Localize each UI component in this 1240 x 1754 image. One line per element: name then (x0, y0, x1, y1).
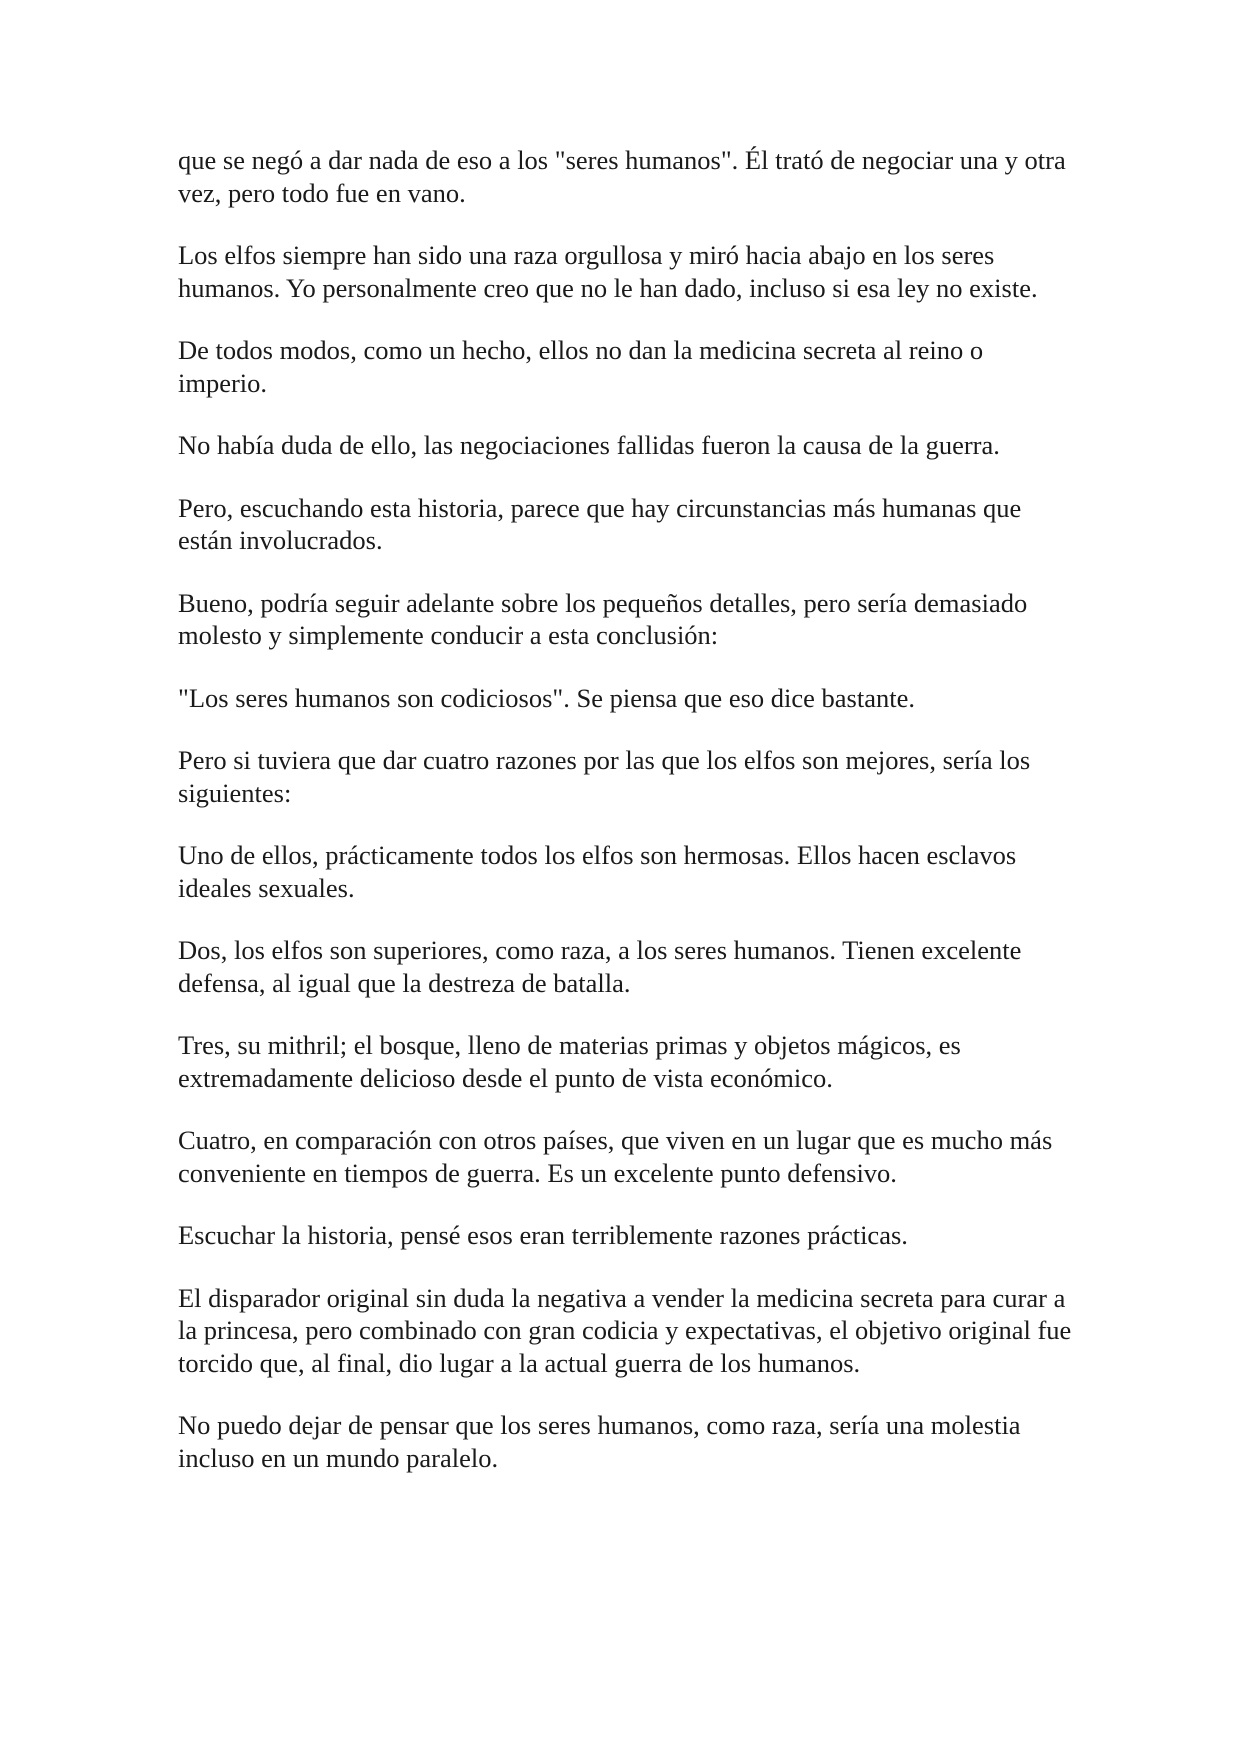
paragraph: El disparador original sin duda la negativa a vender la medicina secreta para curar a la princesa, pero combinado con gran codicia y expectativas, el objetivo original fue torcido que, al final, dio lugar a la actual guerra de los humanos. (178, 1282, 1072, 1378)
paragraph: Los elfos siempre han sido una raza orgullosa y miró hacia abajo en los seres humanos. Yo personalmente creo que no le han dado, incluso si esa ley no existe. (178, 240, 1038, 303)
document-page (178, 144, 1078, 1504)
paragraph: Uno de ellos, prácticamente todos los elfos son hermosas. Ellos hacen esclavos ideales sexuales. (178, 840, 1017, 903)
paragraph: "Los seres humanos son codiciosos". Se piensa que eso dice bastante. (178, 682, 915, 713)
paragraph: No había duda de ello, las negociaciones fallidas fueron la causa de la guerra. (178, 430, 1000, 460)
paragraph: Bueno, podría seguir adelante sobre los pequeños detalles, pero sería demasiado molesto y simplemente conducir a esta conclusión: (178, 587, 1028, 650)
paragraph: Pero, escuchando esta historia, parece que hay circunstancias más humanas que están involucrados. (178, 492, 1022, 555)
paragraph: Tres, su mithril; el bosque, lleno de materias primas y objetos mágicos, es extremadamente delicioso desde el punto de vista económico. (178, 1030, 961, 1093)
paragraph: Cuatro, en comparación con otros países, que viven en un lugar que es mucho más conveniente en tiempos de guerra. Es un excelente punto defensivo. (178, 1125, 1053, 1188)
paragraph: Pero si tuviera que dar cuatro razones por las que los elfos son mejores, sería los siguientes: (178, 745, 1031, 808)
paragraph: que se negó a dar nada de eso a los "seres humanos". Él trató de negociar una y otra vez, pero todo fue en vano. (178, 145, 1066, 208)
paragraph: Dos, los elfos son superiores, como raza, a los seres humanos. Tienen excelente defensa, al igual que la destreza de batalla. (178, 935, 1022, 998)
paragraph: Escuchar la historia, pensé esos eran terriblemente razones prácticas. (178, 1220, 908, 1250)
paragraph: De todos modos, como un hecho, ellos no dan la medicina secreta al reino o imperio. (178, 335, 984, 398)
paragraph: No puedo dejar de pensar que los seres humanos, como raza, sería una molestia incluso en un mundo paralelo. (178, 1410, 1021, 1473)
